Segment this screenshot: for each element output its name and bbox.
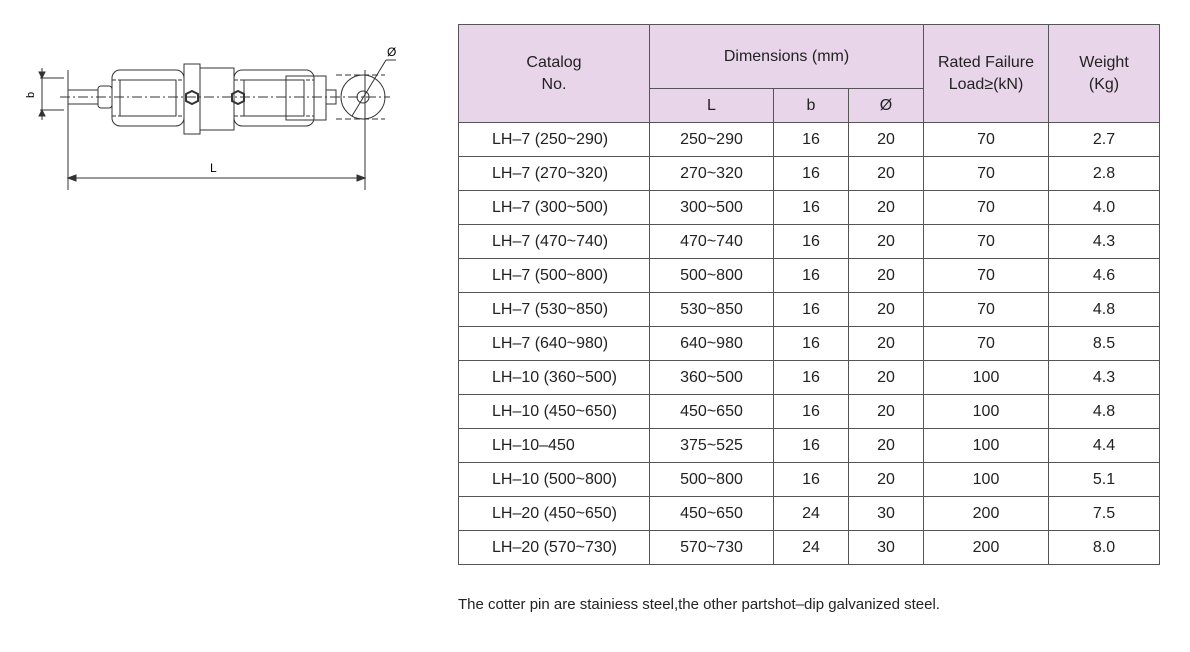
header-L: L [650, 89, 774, 123]
table-row [459, 531, 1160, 565]
b-cell: 16 [774, 191, 849, 225]
weight-cell: 4.8 [1049, 395, 1160, 429]
load-cell: 70 [924, 123, 1049, 157]
load-cell: 200 [924, 497, 1049, 531]
b-cell: 24 [774, 497, 849, 531]
dia-cell: 30 [849, 531, 924, 565]
dia-cell: 20 [849, 191, 924, 225]
table-row [459, 395, 1160, 429]
b-cell: 16 [774, 327, 849, 361]
header-b: b [774, 89, 849, 123]
dia-cell: 30 [849, 497, 924, 531]
weight-cell: 2.7 [1049, 123, 1160, 157]
L-cell: 500~800 [650, 463, 774, 497]
L-cell: 470~740 [650, 225, 774, 259]
table-row [459, 259, 1160, 293]
load-cell: 70 [924, 157, 1049, 191]
dia-cell: 20 [849, 123, 924, 157]
load-cell: 70 [924, 327, 1049, 361]
b-cell: 16 [774, 225, 849, 259]
load-cell: 100 [924, 429, 1049, 463]
L-cell: 640~980 [650, 327, 774, 361]
load-cell: 70 [924, 225, 1049, 259]
load-cell: 200 [924, 531, 1049, 565]
table-row [459, 463, 1160, 497]
header-load: Rated Failure Load≥(kN) [924, 25, 1049, 123]
catalog-cell: LH–20 (570~730) [459, 531, 650, 565]
catalog-cell: LH–7 (270~320) [459, 157, 650, 191]
weight-cell: 5.1 [1049, 463, 1160, 497]
L-cell: 450~650 [650, 497, 774, 531]
table-row [459, 327, 1160, 361]
weight-cell: 4.4 [1049, 429, 1160, 463]
L-cell: 500~800 [650, 259, 774, 293]
catalog-cell: LH–20 (450~650) [459, 497, 650, 531]
weight-cell: 2.8 [1049, 157, 1160, 191]
L-cell: 570~730 [650, 531, 774, 565]
L-cell: 270~320 [650, 157, 774, 191]
catalog-cell: LH–7 (530~850) [459, 293, 650, 327]
L-cell: 450~650 [650, 395, 774, 429]
table-row [459, 225, 1160, 259]
table-row [459, 157, 1160, 191]
table-row [459, 429, 1160, 463]
load-cell: 70 [924, 259, 1049, 293]
weight-cell: 4.6 [1049, 259, 1160, 293]
b-cell: 16 [774, 123, 849, 157]
header-weight: Weight (Kg) [1049, 25, 1160, 123]
b-cell: 16 [774, 429, 849, 463]
dia-cell: 20 [849, 157, 924, 191]
catalog-cell: LH–10 (360~500) [459, 361, 650, 395]
weight-cell: 8.5 [1049, 327, 1160, 361]
load-cell: 100 [924, 463, 1049, 497]
weight-cell: 7.5 [1049, 497, 1160, 531]
dia-cell: 20 [849, 463, 924, 497]
weight-cell: 8.0 [1049, 531, 1160, 565]
b-cell: 16 [774, 395, 849, 429]
weight-cell: 4.3 [1049, 361, 1160, 395]
L-cell: 530~850 [650, 293, 774, 327]
weight-cell: 4.0 [1049, 191, 1160, 225]
spec-table [458, 24, 1160, 565]
L-cell: 375~525 [650, 429, 774, 463]
load-cell: 100 [924, 361, 1049, 395]
label-L: L [210, 161, 217, 175]
header-dia: Ø [849, 89, 924, 123]
table-row [459, 497, 1160, 531]
dia-cell: 20 [849, 293, 924, 327]
table-row [459, 361, 1160, 395]
dia-cell: 20 [849, 225, 924, 259]
catalog-cell: LH–7 (640~980) [459, 327, 650, 361]
material-note: The cotter pin are stainiess steel,the other partshot–dip galvanized steel. [458, 596, 940, 613]
turnbuckle-drawing [20, 40, 420, 200]
table-row [459, 123, 1160, 157]
label-b: b [25, 91, 37, 98]
b-cell: 16 [774, 259, 849, 293]
weight-cell: 4.8 [1049, 293, 1160, 327]
dia-cell: 20 [849, 327, 924, 361]
L-cell: 250~290 [650, 123, 774, 157]
catalog-cell: LH–7 (500~800) [459, 259, 650, 293]
weight-cell: 4.3 [1049, 225, 1160, 259]
dia-cell: 20 [849, 361, 924, 395]
catalog-cell: LH–10 (450~650) [459, 395, 650, 429]
catalog-cell: LH–7 (300~500) [459, 191, 650, 225]
catalog-cell: LH–10 (500~800) [459, 463, 650, 497]
dia-cell: 20 [849, 429, 924, 463]
L-cell: 300~500 [650, 191, 774, 225]
load-cell: 70 [924, 293, 1049, 327]
catalog-cell: LH–10–450 [459, 429, 650, 463]
b-cell: 16 [774, 361, 849, 395]
table-row [459, 293, 1160, 327]
header-catalog: Catalog No. [459, 25, 650, 123]
catalog-cell: LH–7 (470~740) [459, 225, 650, 259]
b-cell: 16 [774, 463, 849, 497]
dia-cell: 20 [849, 395, 924, 429]
load-cell: 70 [924, 191, 1049, 225]
L-cell: 360~500 [650, 361, 774, 395]
header-dimensions: Dimensions (mm) [650, 25, 924, 89]
b-cell: 16 [774, 157, 849, 191]
table-row [459, 191, 1160, 225]
b-cell: 24 [774, 531, 849, 565]
dia-cell: 20 [849, 259, 924, 293]
catalog-cell: LH–7 (250~290) [459, 123, 650, 157]
label-dia: Ø [387, 45, 397, 59]
load-cell: 100 [924, 395, 1049, 429]
b-cell: 16 [774, 293, 849, 327]
